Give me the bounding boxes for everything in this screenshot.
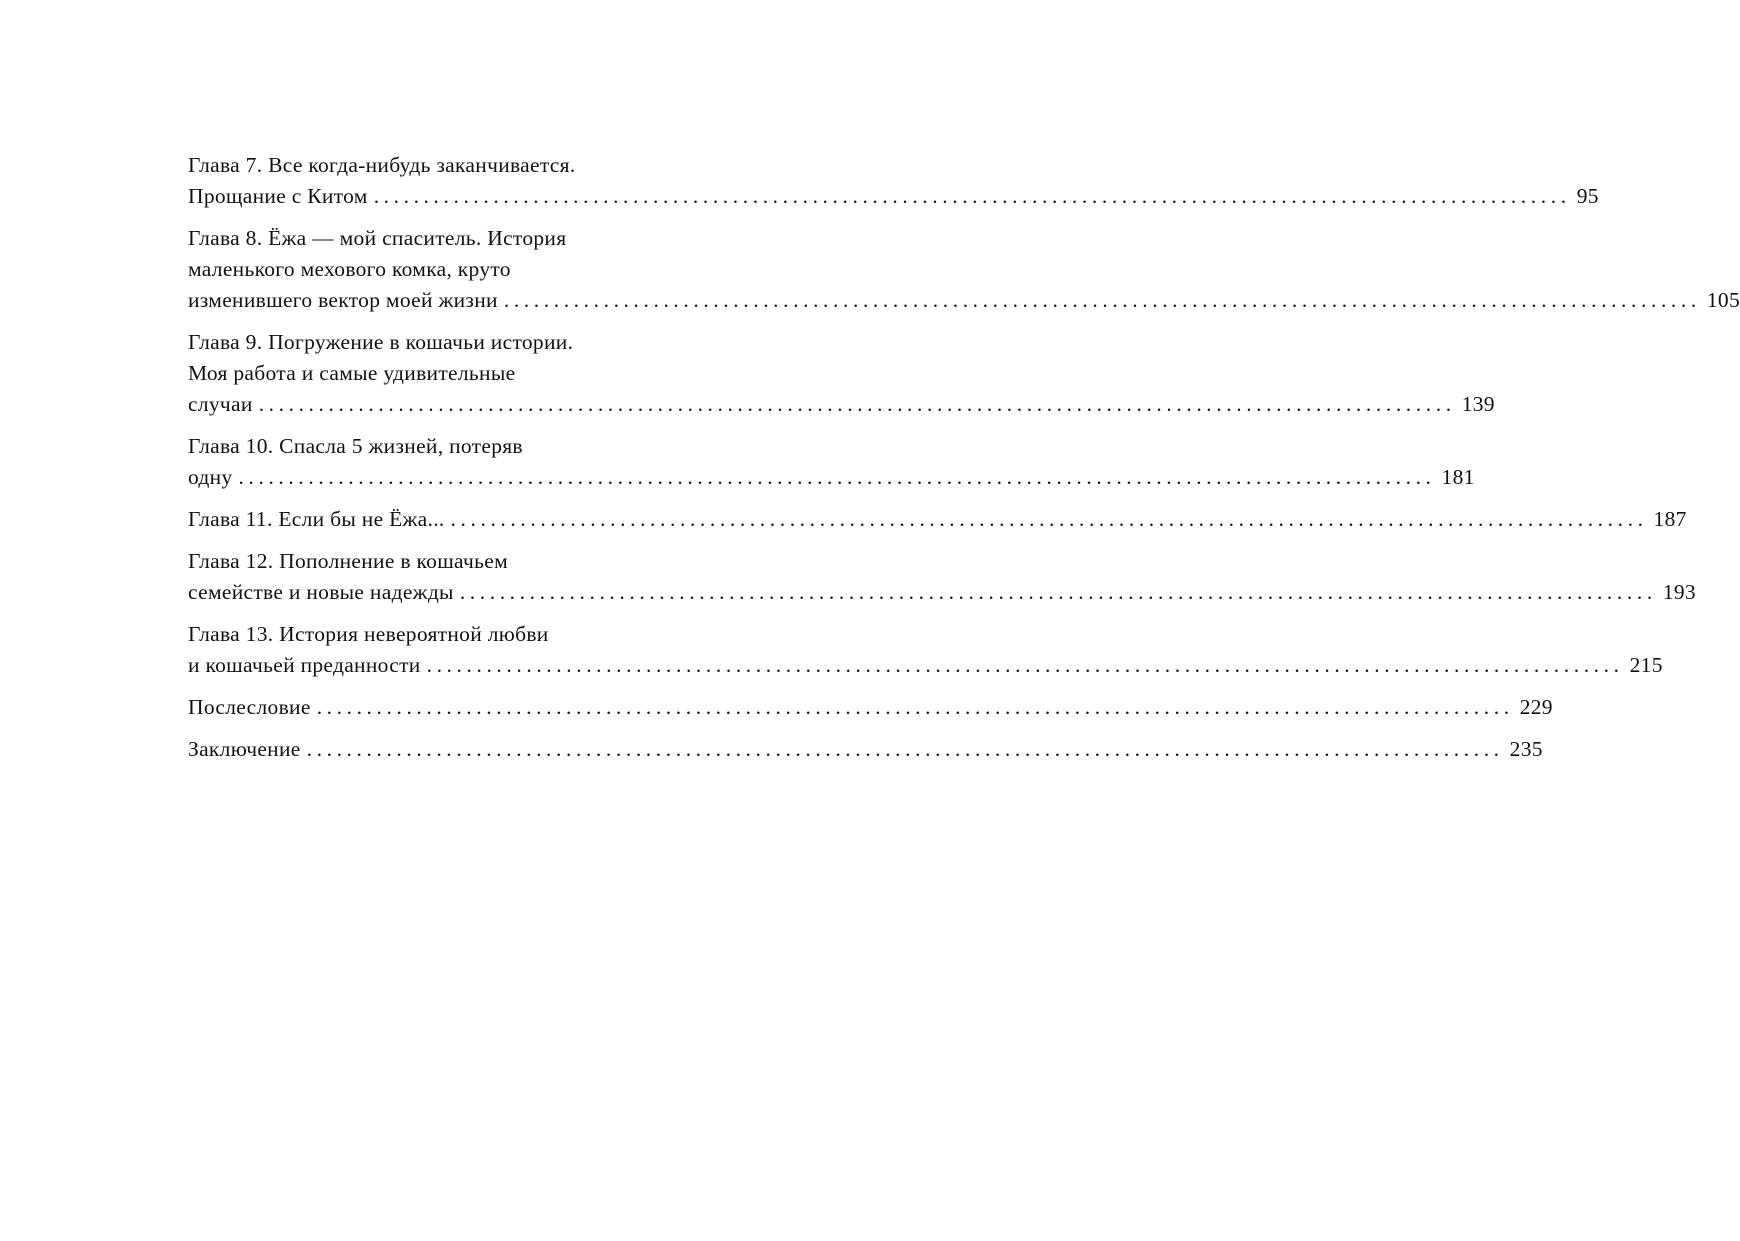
toc-entry-title-line: Глава 12. Пополнение в кошачьем (188, 549, 509, 573)
toc-entry-title-line: семействе и новые надежды (188, 580, 454, 604)
page-number: 215 (1629, 653, 1663, 677)
dot-leader: ........................................................................................................................ (459, 580, 1657, 604)
toc-entry-title-line: Глава 8. Ёжа — мой спаситель. История (188, 226, 567, 250)
toc-entry[interactable] (188, 327, 1495, 420)
toc-entry[interactable] (188, 223, 1740, 316)
toc-entry-last-line (188, 389, 1495, 420)
page-number: 235 (1509, 737, 1543, 761)
toc-entry-last-line (188, 650, 1663, 681)
toc-entry-title-line: Глава 9. Погружение в кошачьи истории. (188, 330, 574, 354)
dot-leader: ........................................................................................................................ (426, 653, 1624, 677)
toc-entry-title-line: Глава 11. Если бы не Ёжа... (188, 507, 445, 531)
table-of-contents (188, 150, 1740, 776)
toc-entry-title-line: случаи (188, 392, 253, 416)
toc-entry-last-line (188, 285, 1740, 316)
toc-entry-title-line: Заключение (188, 737, 301, 761)
toc-entry[interactable] (188, 431, 1475, 493)
dot-leader: ........................................................................................................................ (503, 288, 1701, 312)
dot-leader: ........................................................................................................................ (238, 465, 1436, 489)
page-number: 95 (1576, 184, 1599, 208)
page-number: 193 (1662, 580, 1696, 604)
toc-entry-title-line: изменившего вектор моей жизни (188, 288, 498, 312)
page-number: 139 (1461, 392, 1495, 416)
dot-leader: ........................................................................................................................ (306, 737, 1504, 761)
toc-entry[interactable] (188, 619, 1663, 681)
toc-entry-title-line: Послесловие (188, 695, 311, 719)
page-number: 181 (1441, 465, 1475, 489)
toc-entry-last-line (188, 577, 1696, 608)
toc-entry-title-line: Глава 10. Спасла 5 жизней, потеряв (188, 434, 523, 458)
toc-entry[interactable] (188, 150, 1599, 212)
toc-entry-last-line (188, 462, 1475, 493)
toc-entry-last-line (188, 504, 1687, 535)
toc-entry-title-line: Моя работа и самые удивительные (188, 361, 516, 385)
dot-leader: ........................................................................................................................ (373, 184, 1571, 208)
page-number: 229 (1519, 695, 1553, 719)
toc-entry-title-line: одну (188, 465, 233, 489)
toc-entry-title-line: Глава 13. История невероятной любви (188, 622, 549, 646)
dot-leader: ........................................................................................................................ (450, 507, 1648, 531)
toc-entry[interactable] (188, 546, 1696, 608)
toc-entry-title-line: Глава 7. Все когда-нибудь заканчивается. (188, 153, 576, 177)
page-number: 105 (1706, 288, 1740, 312)
dot-leader: ........................................................................................................................ (316, 695, 1514, 719)
toc-entry-last-line (188, 692, 1553, 723)
toc-entry[interactable] (188, 504, 1687, 535)
dot-leader: ........................................................................................................................ (258, 392, 1456, 416)
toc-entry-last-line (188, 181, 1599, 212)
toc-entry[interactable] (188, 692, 1553, 723)
toc-entry-last-line (188, 734, 1543, 765)
toc-entry[interactable] (188, 734, 1543, 765)
page-number: 187 (1653, 507, 1687, 531)
toc-entry-title-line: и кошачьей преданности (188, 653, 421, 677)
toc-entry-title-line: маленького мехового комка, круто (188, 257, 511, 281)
toc-entry-title-line: Прощание с Китом (188, 184, 368, 208)
